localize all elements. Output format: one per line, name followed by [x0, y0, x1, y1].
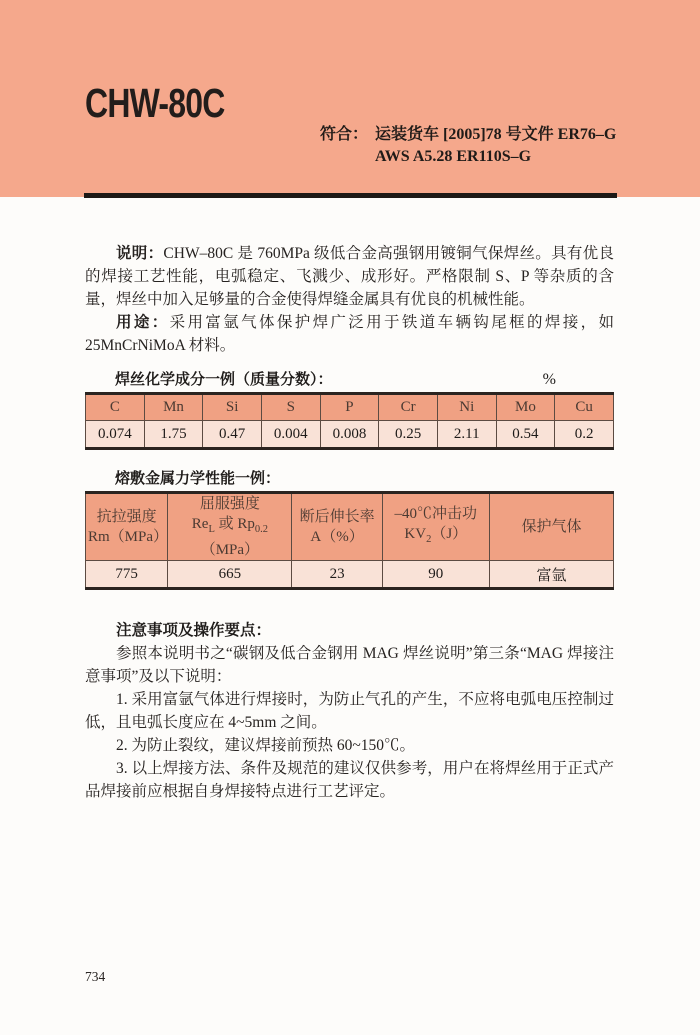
chem-value-row [86, 421, 614, 449]
chem-header-cell: C [86, 394, 145, 421]
mech-value-shielding-gas: 富氩 [489, 561, 613, 589]
page-header [0, 0, 700, 197]
usage-paragraph [85, 311, 614, 357]
mech-value-yield: 665 [168, 561, 292, 589]
description-text: CHW–80C 是 760MPa 级低合金高强钢用镀铜气保焊丝。具有优良的焊接工艺性能，电弧稳定、飞溅少、成形好。严格限制 S、P 等杂质的含量，焊丝中加入足够量的合金使得焊缝金属具有优良的机械性能。 [85, 245, 614, 308]
chem-value-cell: 0.074 [86, 421, 145, 449]
chem-value-cell: 0.54 [496, 421, 555, 449]
page-content [0, 242, 700, 803]
chem-header-cell: Si [203, 394, 262, 421]
chem-header-cell: Cr [379, 394, 438, 421]
mech-header-elongation: 断后伸长率 A（%） [292, 493, 382, 561]
usage-text: 采用富氩气体保护焊广泛用于铁道车辆钩尾框的焊接，如 25MnCrNiMoA 材料。 [85, 314, 614, 354]
product-code-title: CHW-80C [85, 80, 225, 126]
chem-table-caption [85, 370, 614, 390]
chem-value-cell: 2.11 [437, 421, 496, 449]
mech-value-elongation: 23 [292, 561, 382, 589]
page-number: 734 [85, 969, 106, 984]
notes-paragraph: 1. 采用富氩气体进行焊接时，为防止气孔的产生，不应将电弧电压控制过低，且电弧长度应在 4~5mm 之间。 [85, 691, 614, 731]
mechanical-properties-table [85, 491, 614, 590]
mech-header-shielding-gas: 保护气体 [489, 493, 613, 561]
chem-header-row [86, 394, 614, 421]
chem-header-cell: Cu [555, 394, 614, 421]
mech-header-impact: –40℃冲击功 $KV_2(J)$ [382, 493, 489, 561]
compliance-standards [375, 124, 616, 168]
chemical-composition-table [85, 392, 614, 450]
chem-value-cell: 0.008 [320, 421, 379, 449]
chem-table-unit: % [542, 371, 556, 388]
mech-table-title: 熔敷金属力学性能一例： [115, 470, 281, 487]
mech-table-caption [85, 469, 614, 489]
compliance-standard-1: 运装货车 [2005]78 号文件 ER76–G [375, 126, 617, 143]
compliance-standard-2: AWS A5.28 ER110S–G [375, 148, 532, 165]
mech-header-yield: 屈服强度 $Re_L$ 或 $Rp_{0.2}(MPa)$ [168, 493, 292, 561]
chem-header-cell: Mn [144, 394, 203, 421]
mech-header-row [86, 493, 614, 561]
chem-header-cell: P [320, 394, 379, 421]
compliance-label: 符合： [320, 126, 369, 143]
notes-paragraph: 3. 以上焊接方法、条件及规范的建议仅供参考，用户在将焊丝用于正式产品焊接前应根据自身焊接特点进行工艺评定。 [85, 760, 614, 800]
chem-header-cell: S [261, 394, 320, 421]
chem-value-cell: 0.47 [203, 421, 262, 449]
description-paragraph [85, 242, 614, 311]
notes-paragraph: 参照本说明书之“碳钢及低合金钢用 MAG 焊丝说明”第三条“MAG 焊接注意事项”及以下说明： [85, 645, 614, 685]
chem-header-cell: Mo [496, 394, 555, 421]
header-rule [84, 193, 617, 198]
chem-value-cell: 0.004 [261, 421, 320, 449]
usage-label: 用途： [116, 314, 170, 331]
description-label: 说明： [116, 245, 164, 262]
chem-value-cell: 0.25 [379, 421, 438, 449]
mech-value-tensile: 775 [86, 561, 168, 589]
mech-header-tensile: 抗拉强度 Rm（MPa） [86, 493, 168, 561]
notes-paragraph: 2. 为防止裂纹，建议焊接前预热 60~150℃。 [116, 737, 416, 754]
chem-value-cell: 1.75 [144, 421, 203, 449]
mech-value-impact: 90 [382, 561, 489, 589]
mech-value-row [86, 561, 614, 589]
chem-table-title: 焊丝化学成分一例（质量分数）： [115, 371, 333, 388]
compliance-spec [320, 124, 616, 168]
notes-heading: 注意事项及操作要点： [116, 622, 272, 639]
chem-value-cell: 0.2 [555, 421, 614, 449]
chem-header-cell: Ni [437, 394, 496, 421]
notes-section [85, 619, 614, 803]
